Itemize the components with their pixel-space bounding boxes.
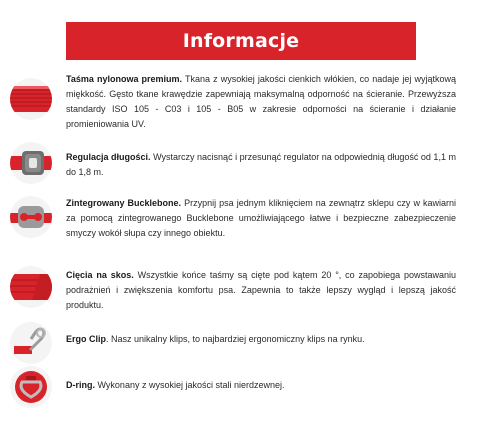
ergo-clip-image <box>10 322 52 364</box>
item-angled-cut <box>66 268 456 313</box>
header-banner <box>66 22 416 60</box>
d-ring-image <box>10 366 52 408</box>
page-title: Informacje <box>182 30 300 52</box>
item-body: Wszystkie końce taśmy są cięte pod kątem 20 °, co zapobiega powstawaniu podrażnień i zwiększenia komfortu psa. Zapewnia to także lepszy wygląd i lepszą jakość produktu. <box>66 270 456 310</box>
item-body: Przypnij psa jednym kliknięciem na zewnątrz sklepu czy w kawiarni za pomocą zintegrowanego Bucklebone umożliwiającego łatwe i bezpieczne zabezpieczenie smyczy wokół słupa czy innego obiektu. <box>66 198 456 238</box>
item-body: Wykonany z wysokiej jakości stali nierdzewnej. <box>97 380 285 390</box>
item-body: Tkana z wysokiej jakości cienkich włókien, co nadaje jej wyjątkową miękkość. Gęsto tkane krawędzie zapewniają maksymalną odporność na ścieranie. Przewyższa standardy ISO 105 - C03 i 105 - B05 w zakresie odporności na ścieranie i działanie promieniowania UV. <box>66 74 456 129</box>
item-title: Ergo Clip <box>66 334 106 344</box>
angled-cut-image <box>10 266 52 308</box>
item-ergo-clip <box>66 332 456 347</box>
item-length-regulator <box>66 150 456 180</box>
item-nylon-strap <box>66 72 456 132</box>
item-title: Taśma nylonowa premium. <box>66 74 183 84</box>
item-body: . Nasz unikalny klips, to najbardziej ergonomiczny klips na rynku. <box>106 334 365 344</box>
item-d-ring <box>66 378 456 393</box>
item-title: Regulacja długości. <box>66 152 151 162</box>
item-title: Cięcia na skos. <box>66 270 134 280</box>
nylon-strap-image <box>10 78 52 120</box>
bucklebone-image <box>10 196 52 238</box>
item-body: Wystarczy nacisnąć i przesunąć regulator na odpowiednią długość od 1,1 m do 1,8 m. <box>66 152 456 177</box>
item-title: D-ring. <box>66 380 95 390</box>
item-title: Zintegrowany Bucklebone. <box>66 198 182 208</box>
length-regulator-image <box>10 142 52 184</box>
item-bucklebone <box>66 196 456 241</box>
